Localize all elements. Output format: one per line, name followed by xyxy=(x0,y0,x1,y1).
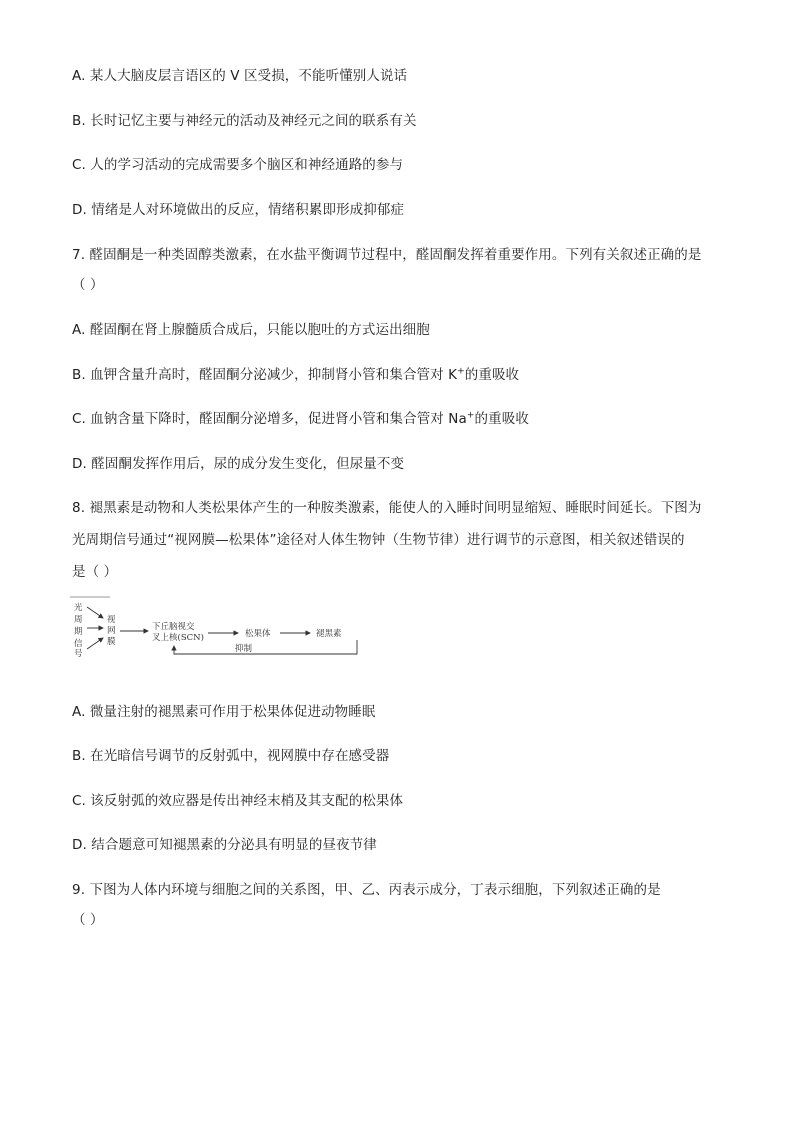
melatonin-label: 褪黑素 xyxy=(316,629,342,639)
input-char-2: 周 xyxy=(74,615,83,625)
q7-option-c xyxy=(72,409,732,429)
input-char-1: 光 xyxy=(74,603,83,613)
q9-stem-line2: （ ） xyxy=(72,912,104,928)
q7-option-c-text: C. 血钠含量下降时，醛固酮分泌增多，促进肾小管和集合管对 Na xyxy=(72,411,467,427)
q9-stem-line1: 9. 下图为人体内环境与细胞之间的关系图，甲、乙、丙表示成分，丁表示细胞，下列叙述正确的是 xyxy=(72,882,661,898)
q8-stem-line1: 8. 褪黑素是动物和人类松果体产生的一种胺类激素，能使人的入睡时间明显缩短、睡眠时间延长。下图为 xyxy=(72,500,702,516)
q7-option-a: A. 醛固酮在肾上腺髓质合成后，只能以胞吐的方式运出细胞 xyxy=(72,322,430,338)
retina-char-1: 视 xyxy=(107,615,116,625)
input-char-4: 信 xyxy=(74,639,83,649)
retina-char-2: 网 xyxy=(107,626,116,636)
input-arrow-3 xyxy=(87,638,103,649)
q8-option-a: A. 微量注射的褪黑素可作用于松果体促进动物睡眠 xyxy=(72,704,376,720)
q7-option-c-tail: 的重吸收 xyxy=(474,411,529,427)
q7-stem-line2: （ ） xyxy=(72,277,104,293)
input-char-3: 期 xyxy=(74,627,83,637)
q6-option-c: C. 人的学习活动的完成需要多个脑区和神经通路的参与 xyxy=(72,157,404,173)
q7-stem-line1: 7. 醛固酮是一种类固醇类激素，在水盐平衡调节过程中，醛固酮发挥着重要作用。下列有关叙述正确的是 xyxy=(72,247,702,263)
q8-option-d: D. 结合题意可知褪黑素的分泌具有明显的昼夜节律 xyxy=(72,837,377,853)
pineal-label: 松果体 xyxy=(245,629,271,639)
q7-option-b-text: B. 血钾含量升高时，醛固酮分泌减少，抑制肾小管和集合管对 K xyxy=(72,367,458,383)
q8-option-b: B. 在光暗信号调节的反射弧中，视网膜中存在感受器 xyxy=(72,748,390,764)
feedback-label: 抑制 xyxy=(235,644,253,654)
q8-stem-line2: 光周期信号通过“视网膜—松果体”途径对人体生物钟（生物节律）进行调节的示意图，相关叙述错误的 xyxy=(72,532,685,548)
scn-label-line1: 下丘脑视交 xyxy=(152,622,195,632)
q7-option-d: D. 醛固酮发挥作用后，尿的成分发生变化，但尿量不变 xyxy=(72,456,405,472)
q6-option-a: A. 某人大脑皮层言语区的 V 区受损，不能听懂别人说话 xyxy=(72,68,408,84)
q8-stem-line3: 是（ ） xyxy=(72,564,118,580)
potassium-superscript: + xyxy=(457,366,465,377)
sodium-superscript: + xyxy=(466,410,475,421)
q7-option-b-tail: 的重吸收 xyxy=(464,367,520,383)
light-cycle-diagram xyxy=(70,596,370,658)
retina-char-3: 膜 xyxy=(107,637,116,647)
q8-option-c: C. 该反射弧的效应器是传出神经末梢及其支配的松果体 xyxy=(72,793,404,809)
q6-option-d: D. 情绪是人对环境做出的反应，情绪积累即形成抑郁症 xyxy=(72,202,405,218)
q7-option-b xyxy=(72,365,732,385)
scn-label-line2: 叉上核(SCN) xyxy=(152,633,204,643)
input-char-5: 号 xyxy=(74,649,83,658)
input-arrow-1 xyxy=(87,607,103,618)
q6-option-b: B. 长时记忆主要与神经元的活动及神经元之间的联系有关 xyxy=(72,113,417,129)
light-cycle-diagram-svg xyxy=(70,596,370,658)
